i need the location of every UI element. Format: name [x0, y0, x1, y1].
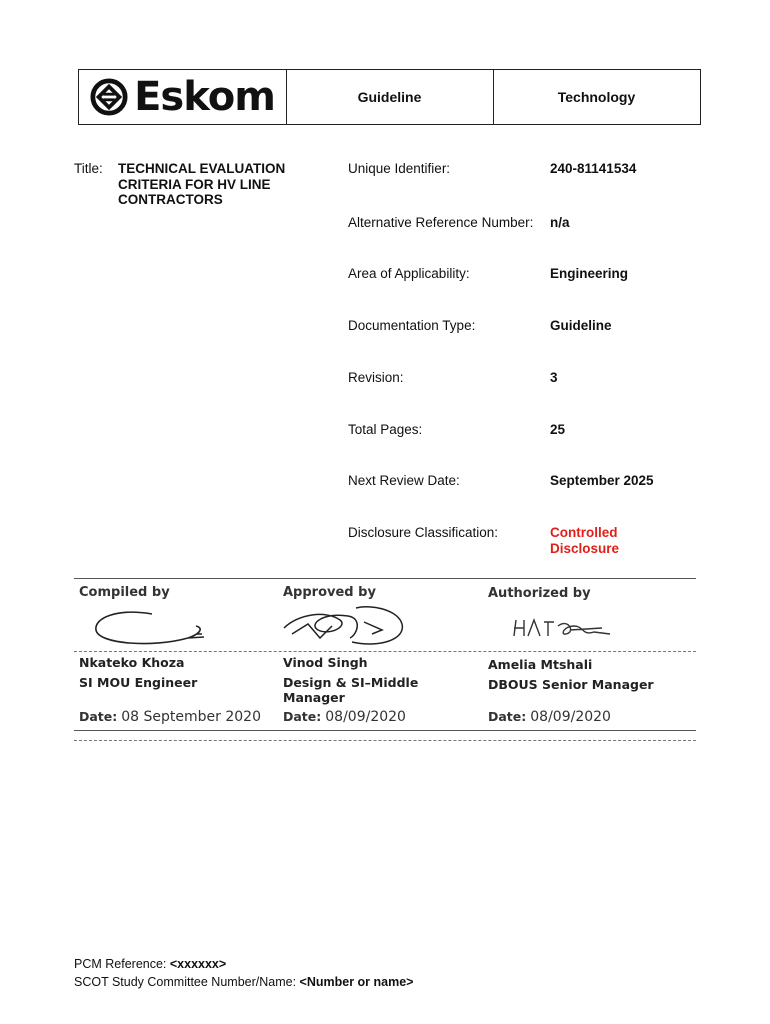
total-pages-value: 25	[550, 422, 566, 437]
authorizer-role: DBOUS Senior Manager	[488, 677, 654, 692]
approver-date	[283, 709, 406, 725]
revision-value: 3	[550, 370, 558, 385]
disclosure-value: Controlled Disclosure	[550, 525, 620, 556]
pcm-reference-label: PCM Reference:	[74, 957, 170, 971]
authorizer-date-label: Date:	[488, 709, 527, 724]
compiler-date	[79, 709, 261, 725]
next-review-value: September 2025	[550, 473, 654, 488]
approver-name: Vinod Singh	[283, 655, 368, 670]
signature-block	[74, 570, 698, 746]
compiler-date-value: 08 September 2020	[121, 709, 261, 725]
logo-wordmark: Eskom	[134, 74, 275, 120]
approver-signature-icon	[278, 600, 408, 652]
applicability-value: Engineering	[550, 266, 629, 281]
scot-committee-label: SCOT Study Committee Number/Name:	[74, 975, 300, 989]
next-review-label: Next Review Date:	[348, 473, 460, 488]
applicability-label: Area of Applicability:	[348, 266, 470, 281]
pcm-reference	[74, 957, 226, 971]
eskom-emblem-icon	[90, 78, 128, 116]
doc-type-value: Guideline	[550, 318, 612, 333]
total-pages-label: Total Pages:	[348, 422, 423, 437]
signature-bottom-rule	[74, 730, 696, 731]
signature-top-rule	[74, 578, 696, 579]
authorizer-date-value: 08/09/2020	[530, 709, 611, 725]
compiler-date-label: Date:	[79, 709, 118, 724]
compiled-by-heading: Compiled by	[79, 585, 170, 600]
eskom-logo	[90, 74, 275, 120]
scot-committee-value: <Number or name>	[299, 975, 414, 989]
unique-identifier-label: Unique Identifier:	[348, 161, 451, 176]
document-title: TECHNICAL EVALUATION CRITERIA FOR HV LINE CONTRACTORS	[118, 161, 286, 207]
authorizer-name: Amelia Mtshali	[488, 657, 593, 672]
compiler-role: SI MOU Engineer	[79, 675, 198, 690]
approved-by-heading: Approved by	[283, 585, 376, 600]
authorized-by-heading: Authorized by	[488, 586, 591, 601]
scot-committee	[74, 975, 413, 989]
doc-domain-cell: Technology	[557, 89, 636, 105]
approver-date-value: 08/09/2020	[325, 709, 406, 725]
authorizer-date	[488, 709, 611, 725]
title-label: Title:	[74, 161, 103, 176]
document-header-table	[78, 69, 701, 125]
approver-date-label: Date:	[283, 709, 322, 724]
alt-reference-value: n/a	[550, 215, 570, 230]
approver-role: Design & SI–Middle Manager	[283, 675, 419, 705]
authorizer-signature-icon	[510, 614, 620, 644]
unique-identifier-value: 240-81141534	[550, 161, 637, 176]
revision-label: Revision:	[348, 370, 404, 385]
signature-mid-dashed-rule	[74, 651, 696, 652]
compiler-name: Nkateko Khoza	[79, 655, 185, 670]
doc-category-cell: Guideline	[286, 70, 494, 124]
pcm-reference-value: <xxxxxx>	[169, 957, 227, 971]
logo-cell	[79, 70, 287, 124]
alt-reference-label: Alternative Reference Number:	[348, 215, 534, 230]
signature-footer-dashed-rule	[74, 740, 696, 741]
compiler-signature-icon	[92, 604, 212, 650]
disclosure-label: Disclosure Classification:	[348, 525, 499, 540]
doc-type-label: Documentation Type:	[348, 318, 476, 333]
